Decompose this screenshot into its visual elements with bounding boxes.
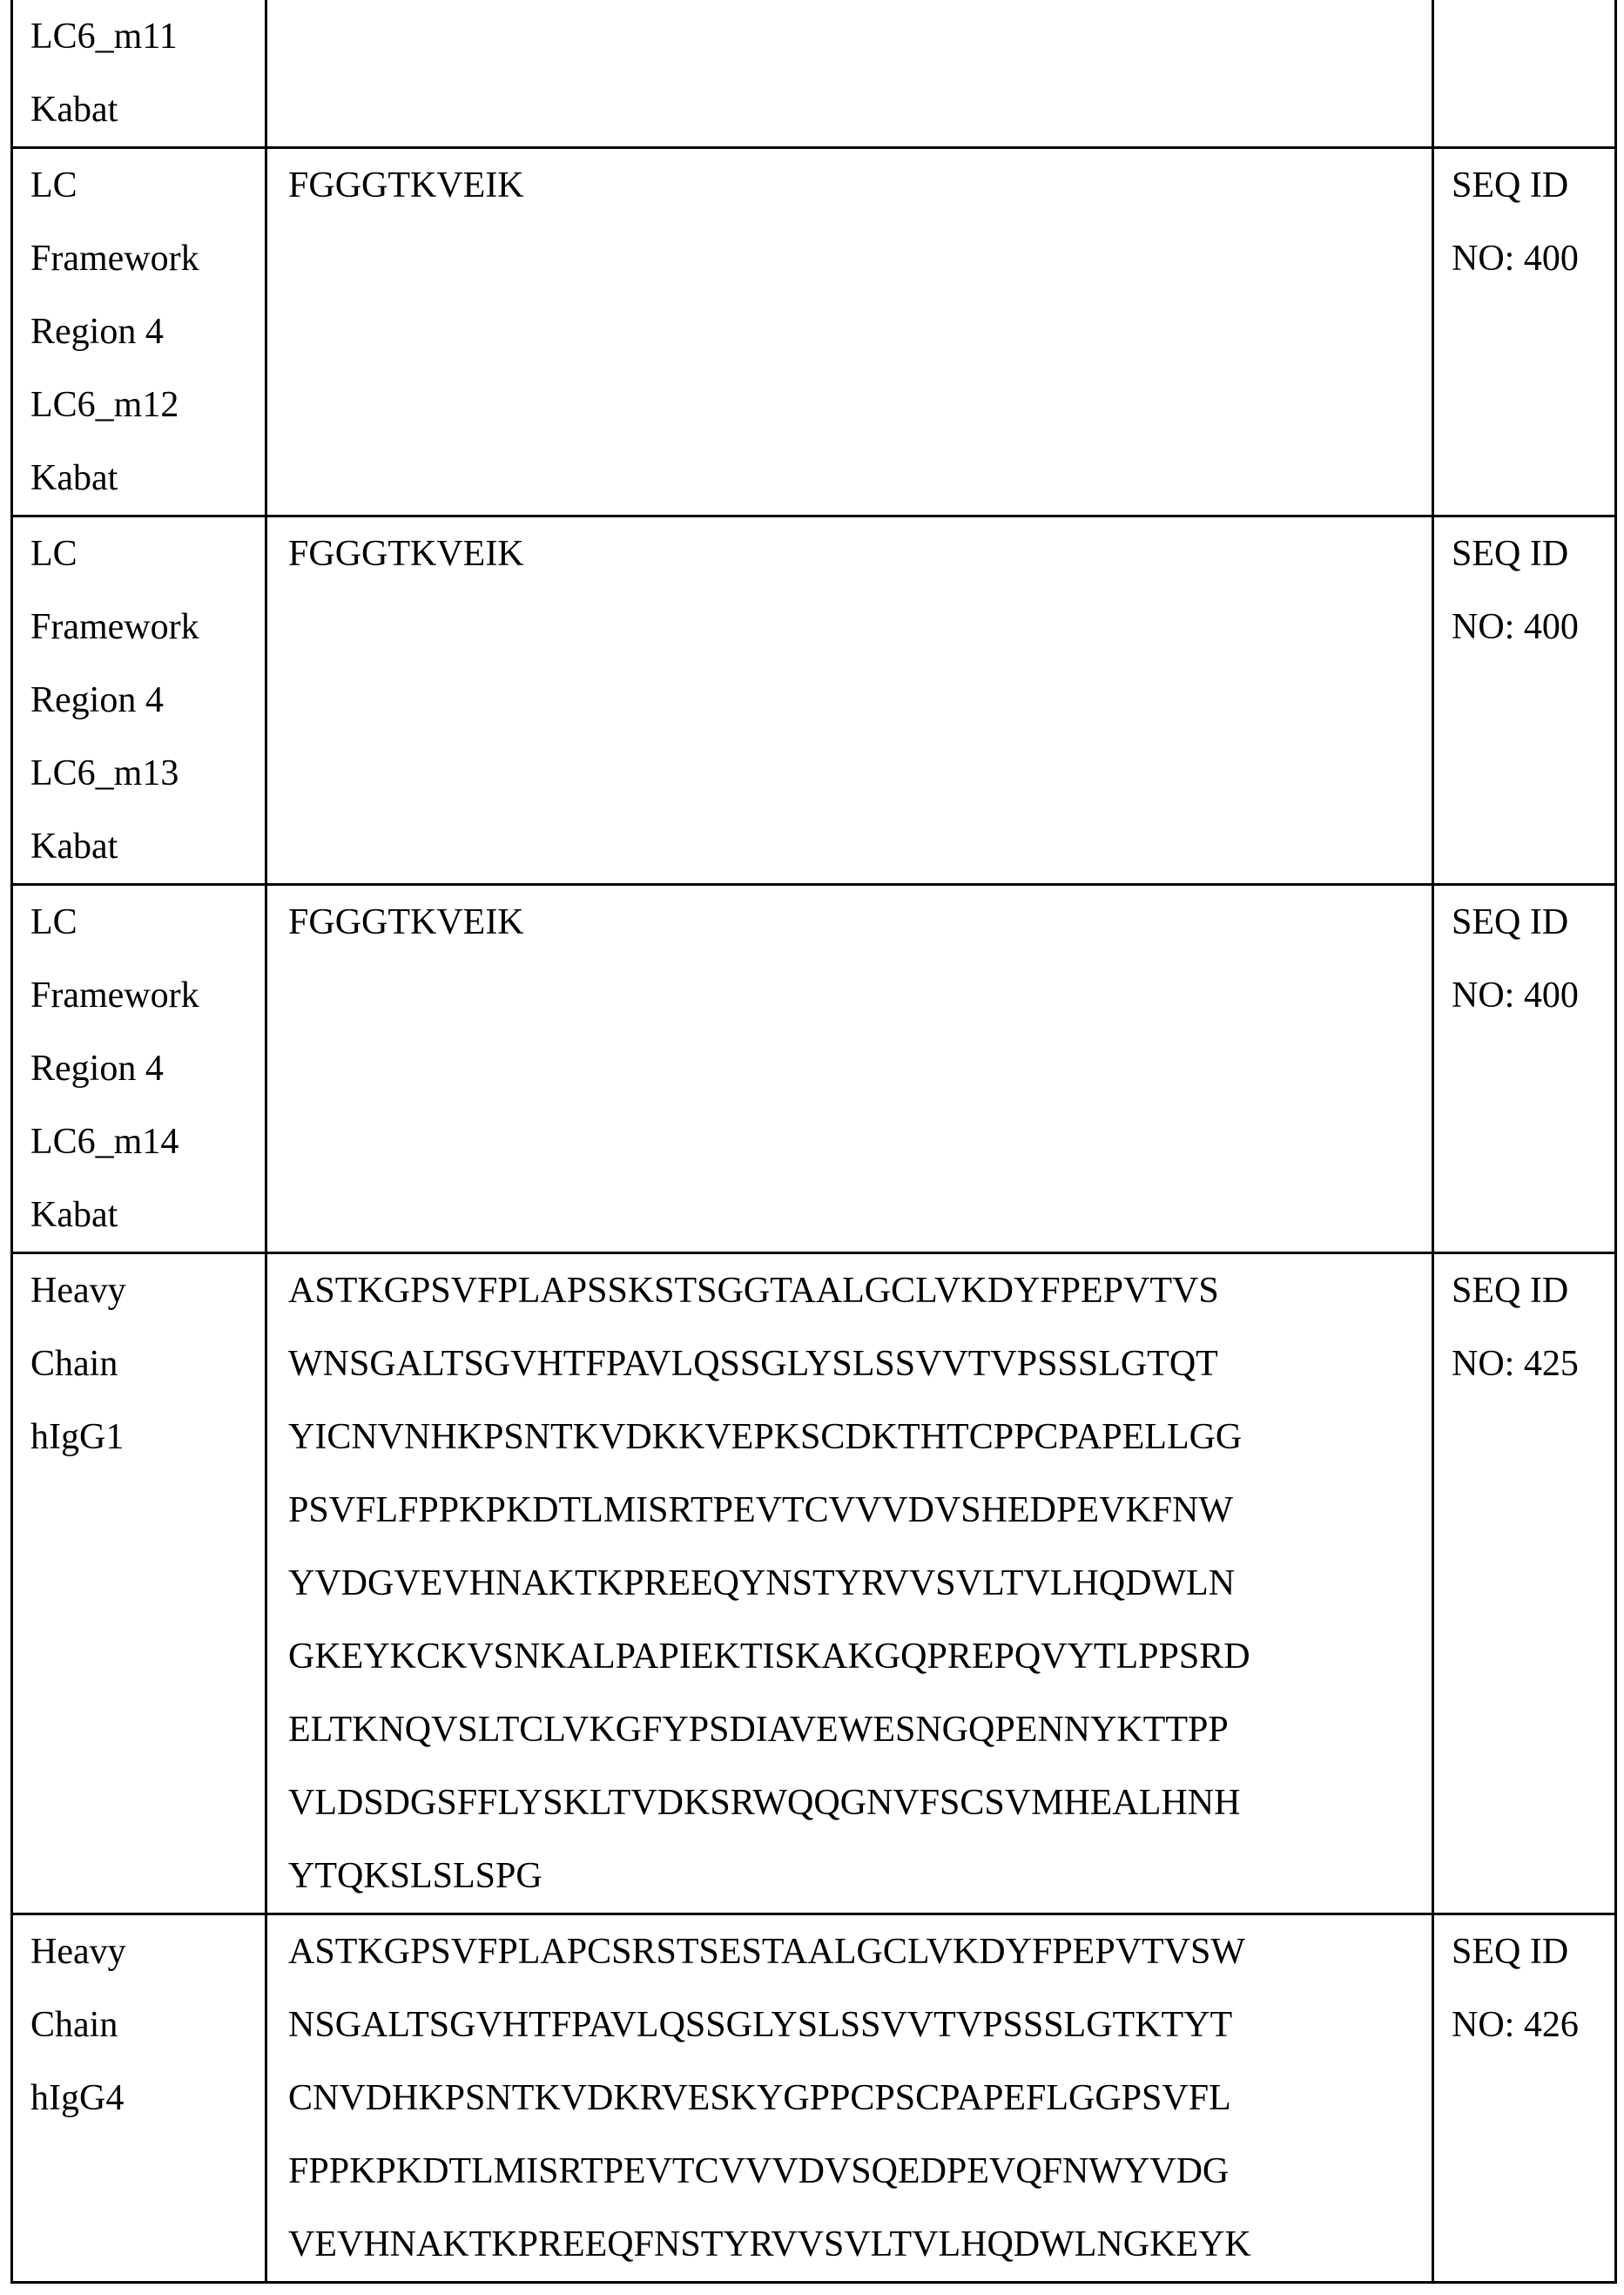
sequence-line: ELTKNQVSLTCLVKGFYPSDIAVEWESNGQPENNYKTTPP: [288, 1693, 1423, 1766]
sequence-line: FGGGTKVEIK: [288, 149, 1423, 222]
table-row: [12, 1914, 1616, 2283]
seq-id-line: NO: 425: [1452, 1327, 1606, 1401]
seq-id-line: SEQ ID: [1452, 517, 1606, 591]
seq-id-cell: [1433, 516, 1616, 885]
seq-id-line: NO: 400: [1452, 959, 1606, 1032]
region-name-cell: [12, 516, 266, 885]
sequence-line: FPPKPKDTLMISRTPEVTCVVVDVSQEDPEVQFNWYVDG: [288, 2135, 1423, 2208]
region-name-line: Kabat: [30, 1178, 256, 1252]
table-row: [12, 885, 1616, 1253]
region-name-cell: [12, 1253, 266, 1914]
region-name-line: LC6_m12: [30, 368, 256, 442]
region-name-line: LC6_m13: [30, 737, 256, 810]
region-name-line: hIgG1: [30, 1401, 256, 1474]
seq-id-cell: [1433, 885, 1616, 1253]
sequence-line: FGGGTKVEIK: [288, 886, 1423, 959]
region-name-line: LC: [30, 886, 256, 959]
sequence-line: VLDSDGSFFLYSKLTVDKSRWQQGNVFSCSVMHEALHNH: [288, 1766, 1423, 1839]
region-name-line: Region 4: [30, 1032, 256, 1105]
seq-id-line: SEQ ID: [1452, 1915, 1606, 1988]
sequence-line: NSGALTSGVHTFPAVLQSSGLYSLSSVVTVPSSSLGTKTYT: [288, 1988, 1423, 2062]
region-name-line: LC: [30, 517, 256, 591]
region-name-line: Kabat: [30, 73, 256, 146]
sequence-line: YVDGVEVHNAKTKPREEQYNSTYRVVSVLTVLHQDWLN: [288, 1547, 1423, 1620]
sequence-cell: [266, 1914, 1433, 2283]
sequence-line: YTQKSLSLSPG: [288, 1839, 1423, 1913]
seq-id-line: SEQ ID: [1452, 886, 1606, 959]
seq-id-line: NO: 426: [1452, 1988, 1606, 2062]
region-name-line: Chain: [30, 1327, 256, 1401]
table-row: [12, 516, 1616, 885]
region-name-cell: [12, 885, 266, 1253]
sequence-line: WNSGALTSGVHTFPAVLQSSGLYSLSSVVTVPSSSLGTQT: [288, 1327, 1423, 1401]
region-name-line: Region 4: [30, 664, 256, 737]
sequence-cell: [266, 516, 1433, 885]
region-name-cell: [12, 1914, 266, 2283]
region-name-line: Kabat: [30, 810, 256, 883]
seq-id-cell: [1433, 1914, 1616, 2283]
seq-id-line: NO: 400: [1452, 591, 1606, 664]
sequence-line: PSVFLFPPKPKDTLMISRTPEVTCVVVDVSHEDPEVKFNW: [288, 1474, 1423, 1547]
table-row: [12, 0, 1616, 148]
region-name-line: Region 4: [30, 295, 256, 368]
region-name-line: Framework: [30, 222, 256, 295]
sequence-cell: [266, 1253, 1433, 1914]
region-name-line: hIgG4: [30, 2062, 256, 2135]
sequence-line: YICNVNHKPSNTKVDKKVEPKSCDKTHTCPPCPAPELLGG: [288, 1401, 1423, 1474]
region-name-cell: [12, 0, 266, 148]
sequence-line: ASTKGPSVFPLAPSSKSTSGGTAALGCLVKDYFPEPVTVS: [288, 1254, 1423, 1327]
region-name-line: Framework: [30, 591, 256, 664]
sequence-line: CNVDHKPSNTKVDKRVESKYGPPCPSCPAPEFLGGPSVFL: [288, 2062, 1423, 2135]
region-name-cell: [12, 148, 266, 516]
seq-id-cell: [1433, 148, 1616, 516]
table-row: [12, 1253, 1616, 1914]
seq-id-cell: [1433, 1253, 1616, 1914]
sequence-line: GKEYKCKVSNKALPAPIEKTISKAKGQPREPQVYTLPPSRD: [288, 1620, 1423, 1693]
table-row: [12, 148, 1616, 516]
sequence-cell: [266, 0, 1433, 148]
region-name-line: Heavy: [30, 1254, 256, 1327]
seq-id-line: SEQ ID: [1452, 149, 1606, 222]
seq-id-line: SEQ ID: [1452, 1254, 1606, 1327]
sequence-cell: [266, 148, 1433, 516]
seq-id-line: NO: 400: [1452, 222, 1606, 295]
region-name-line: Kabat: [30, 442, 256, 515]
region-name-line: LC6_m11: [30, 0, 256, 73]
region-name-line: Framework: [30, 959, 256, 1032]
seq-id-cell: [1433, 0, 1616, 148]
region-name-line: Chain: [30, 1988, 256, 2062]
region-name-line: Heavy: [30, 1915, 256, 1988]
sequence-line: VEVHNAKTKPREEQFNSTYRVVSVLTVLHQDWLNGKEYK: [288, 2208, 1423, 2281]
region-name-line: LC: [30, 149, 256, 222]
sequence-line: FGGGTKVEIK: [288, 517, 1423, 591]
region-name-line: LC6_m14: [30, 1105, 256, 1178]
sequence-cell: [266, 885, 1433, 1253]
sequence-table: [10, 0, 1617, 2284]
sequence-line: ASTKGPSVFPLAPCSRSTSESTAALGCLVKDYFPEPVTVSW: [288, 1915, 1423, 1988]
